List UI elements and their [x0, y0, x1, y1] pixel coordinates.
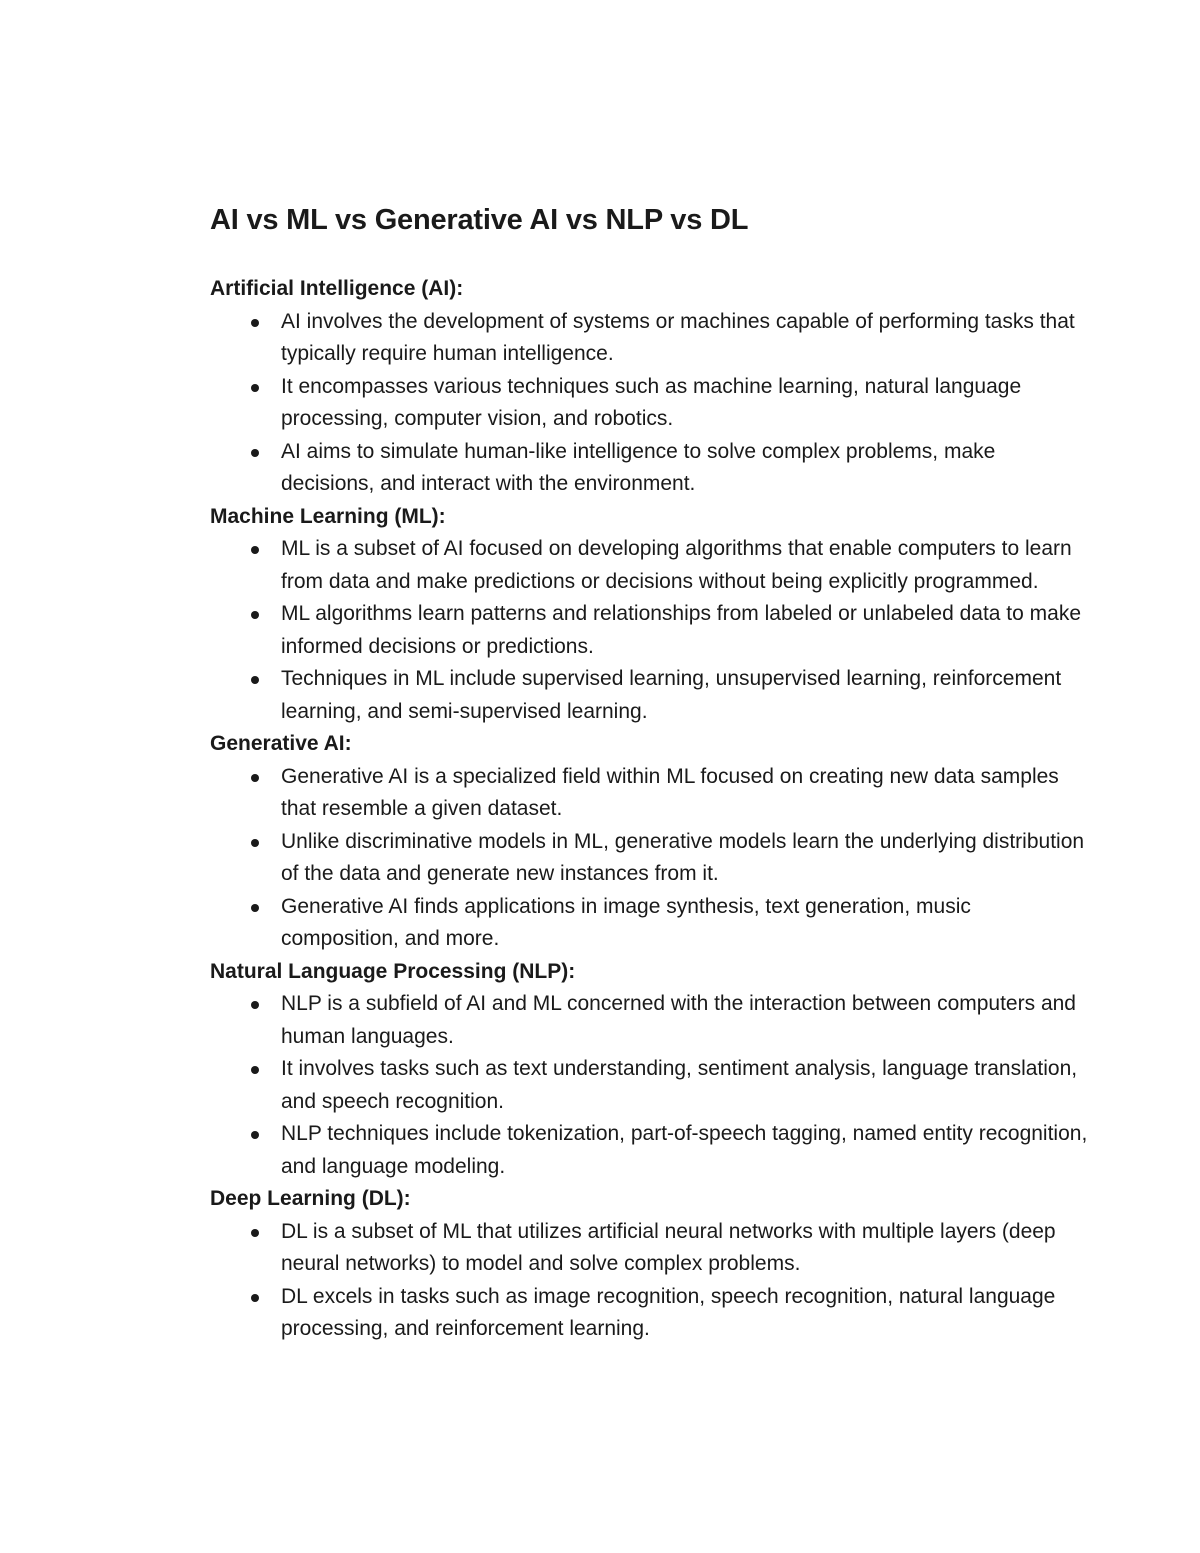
bullet-dot-icon: [251, 1131, 259, 1139]
list-item: [210, 371, 1090, 436]
list-item-text: Techniques in ML include supervised learning, unsupervised learning, reinforcement learning, and semi-supervised learning.: [281, 667, 1062, 723]
list-item: [210, 1281, 1090, 1346]
list-item-text: AI aims to simulate human-like intelligence to solve complex problems, make decisions, and interact with the environment.: [281, 439, 996, 495]
list-item: [210, 533, 1090, 598]
list-item-text: NLP techniques include tokenization, part-of-speech tagging, named entity recognition, and language modeling.: [281, 1122, 1088, 1178]
bullet-dot-icon: [251, 904, 259, 912]
section-heading: Artificial Intelligence (AI):: [210, 277, 464, 300]
document-page: [210, 196, 1090, 1346]
list-item: [210, 988, 1090, 1053]
section-heading: Machine Learning (ML):: [210, 504, 446, 528]
bullet-dot-icon: [251, 449, 259, 457]
list-item: [210, 1053, 1090, 1118]
bullet-dot-icon: [251, 319, 259, 327]
list-item-text: Generative AI finds applications in image synthesis, text generation, music composition, and more.: [281, 894, 971, 950]
section: [210, 728, 1090, 956]
list-item: [210, 436, 1090, 501]
bullet-list: [210, 761, 1090, 956]
list-item-text: NLP is a subfield of AI and ML concerned with the interaction between computers and human languages.: [281, 992, 1076, 1048]
list-item: [210, 663, 1090, 728]
section-heading: Generative AI:: [210, 732, 352, 755]
list-item-text: DL is a subset of ML that utilizes artificial neural networks with multiple layers (deep neural networks) to model and solve complex problems.: [281, 1219, 1056, 1275]
list-item-text: Unlike discriminative models in ML, generative models learn the underlying distribution of the data and generate new instances from it.: [281, 829, 1085, 885]
list-item: [210, 598, 1090, 663]
title-spacer: [210, 244, 1090, 273]
section: [210, 273, 1090, 501]
list-item-text: Generative AI is a specialized field within ML focused on creating new data samples that resemble a given dataset.: [281, 764, 1059, 820]
bullet-dot-icon: [251, 384, 259, 392]
bullet-dot-icon: [251, 546, 259, 554]
bullet-dot-icon: [251, 1001, 259, 1009]
list-item-text: It encompasses various techniques such as machine learning, natural language processing, computer vision, and robotics.: [281, 374, 1022, 430]
list-item: [210, 1216, 1090, 1281]
list-item-text: ML algorithms learn patterns and relationships from labeled or unlabeled data to make informed decisions or predictions.: [281, 602, 1082, 658]
list-item: [210, 306, 1090, 371]
bullet-list: [210, 988, 1090, 1183]
bullet-list: [210, 1216, 1090, 1346]
bullet-dot-icon: [251, 1229, 259, 1237]
list-item-text: DL excels in tasks such as image recognition, speech recognition, natural language processing, and reinforcement learning.: [281, 1284, 1056, 1340]
list-item-text: AI involves the development of systems or machines capable of performing tasks that typically require human intelligence.: [281, 309, 1075, 365]
list-item: [210, 891, 1090, 956]
section: [210, 501, 1090, 729]
bullet-dot-icon: [251, 774, 259, 782]
document-title: AI vs ML vs Generative AI vs NLP vs DL: [210, 204, 749, 236]
list-item-text: ML is a subset of AI focused on developing algorithms that enable computers to learn from data and make predictions or decisions without being explicitly programmed.: [281, 537, 1072, 593]
list-item: [210, 1118, 1090, 1183]
list-item-text: It involves tasks such as text understanding, sentiment analysis, language translation, and speech recognition.: [281, 1057, 1078, 1113]
bullet-list: [210, 306, 1090, 501]
list-item: [210, 761, 1090, 826]
section: [210, 1183, 1090, 1346]
section-heading: Deep Learning (DL):: [210, 1187, 411, 1210]
bullet-list: [210, 533, 1090, 728]
section: [210, 956, 1090, 1184]
bullet-dot-icon: [251, 676, 259, 684]
section-heading: Natural Language Processing (NLP):: [210, 959, 576, 983]
document-body: [210, 273, 1090, 1346]
list-item: [210, 826, 1090, 891]
bullet-dot-icon: [251, 1294, 259, 1302]
bullet-dot-icon: [251, 839, 259, 847]
bullet-dot-icon: [251, 1066, 259, 1074]
bullet-dot-icon: [251, 611, 259, 619]
